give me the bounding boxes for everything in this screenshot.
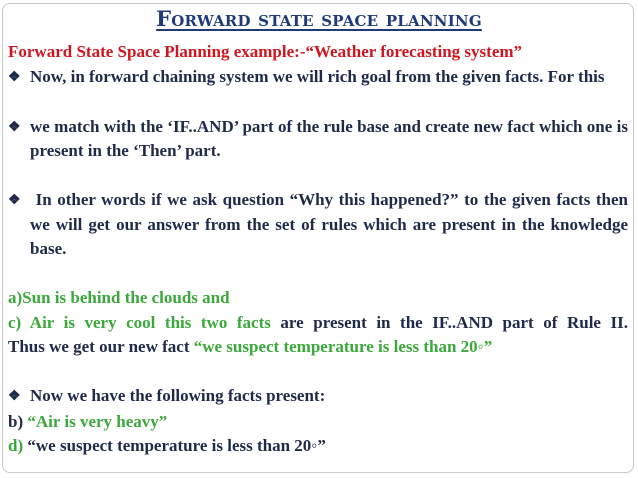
fact-b	[8, 410, 628, 435]
slide-title	[0, 6, 638, 31]
bullet-item-2	[8, 115, 628, 164]
slide-subtitle: Forward State Space Planning example:-“Weather forecasting system”	[8, 42, 523, 61]
bullet-text-2: we match with the ‘IF..AND’ part of the rule base and create new fact which one is present in the ‘Then’ part.	[30, 116, 628, 160]
bullet-item-1	[8, 65, 628, 91]
diamond-bullet-icon: ❖	[8, 69, 21, 85]
diamond-bullet-icon: ❖	[8, 389, 21, 404]
fact-a: a)Sun is behind the clouds and	[8, 288, 230, 307]
fact-d-label: d)	[8, 436, 28, 455]
fact-d	[8, 434, 628, 459]
bullet-text-3: In other words if we ask question “Why this happened?” to the given facts then we will get our answer from the set of rules which are present in the knowledge base.	[30, 190, 633, 258]
fact-d-text: “we suspect temperature is less than 20◦”	[27, 436, 326, 455]
bullet-item-4	[8, 384, 628, 410]
fact-c: c) Air is very cool this two facts	[8, 312, 271, 332]
fact-c-line	[8, 311, 628, 336]
new-fact-lead: Thus we get our new fact	[8, 337, 194, 356]
bullet-text-4: Now we have the following facts present:	[30, 386, 326, 405]
fact-b-text: “Air is very heavy”	[27, 411, 168, 431]
new-fact-line	[8, 335, 628, 360]
fact-b-label: b)	[8, 411, 28, 431]
slide-content	[8, 40, 633, 459]
new-fact: “we suspect temperature is less than 20◦”	[193, 337, 493, 356]
bullet-item-3	[8, 188, 633, 262]
diamond-bullet-icon: ❖	[8, 119, 21, 135]
bullet-text-1: Now, in forward chaining system we will rich goal from the given facts. For this	[30, 66, 605, 86]
diamond-bullet-icon: ❖	[8, 193, 21, 208]
slide-title-text: Forward state space planning	[156, 6, 482, 31]
fact-c-rest: are present in the IF..AND part of Rule II.	[270, 312, 628, 332]
